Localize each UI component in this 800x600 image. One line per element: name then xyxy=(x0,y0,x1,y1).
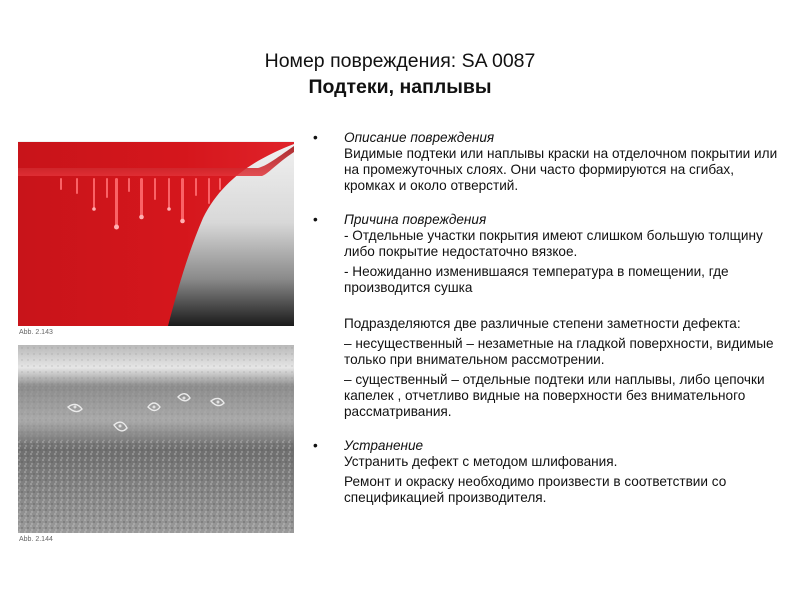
section-paragraph: - Отдельные участки покрытия имеют слишком большую толщину либо покрытие недостаточно вязкое. xyxy=(344,228,763,259)
grey-surface-illustration xyxy=(18,345,294,533)
figure-caption-2: Abb. 2.144 xyxy=(19,536,53,543)
section-remedy xyxy=(313,438,788,506)
section-paragraph: Подразделяются две различные степени заметности дефекта: xyxy=(344,316,741,331)
photo-red-paint-runs xyxy=(18,138,294,326)
section-paragraph: Устранить дефект с методом шлифования. xyxy=(344,454,618,469)
bullet: • xyxy=(313,130,318,145)
section-paragraph: – существенный – отдельные подтеки или наплывы, либо цепочки капелек , отчетливо видные на поверхности без внимательного рассматривания. xyxy=(344,372,765,419)
section-paragraph: Видимые подтеки или наплывы краски на отделочном покрытии или на промежуточных слоях. Они часто формируются на сгибах, кромках и около отверстий. xyxy=(344,146,778,193)
section-heading: Описание повреждения xyxy=(344,130,495,145)
damage-name-title: Подтеки, наплывы xyxy=(308,76,492,98)
photo-grey-surface-sags xyxy=(18,345,294,533)
description-column xyxy=(313,130,788,506)
section-description xyxy=(313,130,788,194)
damage-number-title: Номер повреждения: SA 0087 xyxy=(264,50,536,72)
section-paragraph: – несущественный – незаметные на гладкой поверхности, видимые только при внимательном рассмотрении. xyxy=(344,336,774,367)
section-paragraph: Ремонт и окраску необходимо произвести в соответствии со спецификацией производителя. xyxy=(344,474,727,505)
figure-caption-1: Abb. 2.143 xyxy=(19,329,53,336)
section-cause xyxy=(313,212,788,420)
section-paragraph: - Неожиданно изменившаяся температура в помещении, где производится сушка xyxy=(344,264,729,295)
bullet: • xyxy=(313,438,318,453)
section-heading: Причина повреждения xyxy=(344,212,487,227)
slide-title xyxy=(0,48,800,100)
bullet: • xyxy=(313,212,318,227)
red-panel-illustration xyxy=(18,138,294,326)
section-heading: Устранение xyxy=(344,438,424,453)
